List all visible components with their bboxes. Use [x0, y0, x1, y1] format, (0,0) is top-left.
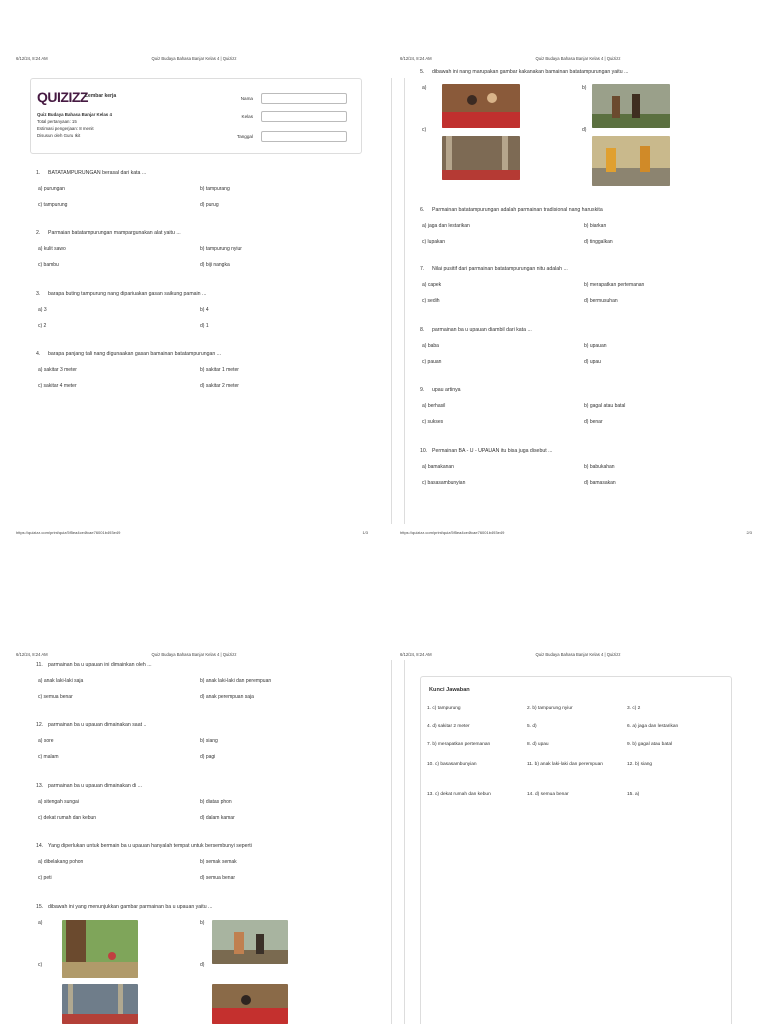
option-c[interactable]: c) peti	[38, 875, 52, 881]
answer-key-title: Kunci Jawaban	[429, 687, 470, 693]
option-d[interactable]: d) 1	[200, 323, 209, 329]
name-label: Nama	[240, 96, 253, 101]
question-prompt: parmainan ba u upauan dimainakan saat ..	[48, 722, 147, 728]
option-c[interactable]: c)	[38, 962, 43, 968]
question-text	[36, 843, 252, 849]
question-prompt: dibawah ini nang marupakan gambar kakanakan bamainan batatampurungan yaitu ...	[432, 69, 629, 75]
page1-footer	[16, 530, 368, 535]
date-label: Tanggal	[236, 134, 253, 139]
page-divider-right-2	[404, 660, 405, 1024]
option-d[interactable]: d) anak perempuan saja	[200, 694, 254, 700]
question-number: 8.	[420, 327, 425, 333]
header-title: Quiz Budaya Bahasa Banjar Kelas 4 | Quizizz	[535, 56, 621, 61]
page-divider-left-2	[391, 660, 392, 1024]
header-title: Quiz Budaya Bahasa Banjar Kelas 4 | Quizizz	[535, 652, 621, 657]
question-text	[36, 783, 142, 789]
question-number: 14.	[36, 843, 44, 849]
option-c[interactable]: c) basasambunyian	[422, 480, 466, 486]
question-number: 11.	[36, 662, 43, 668]
date-field	[237, 131, 347, 142]
page-number-2: 2/3	[746, 530, 752, 535]
answer-key-item: 6. a) jaga dan lestarikan	[627, 724, 679, 729]
option-c[interactable]: c) sukses	[422, 419, 444, 425]
worksheet-info-card	[30, 78, 362, 154]
option-a[interactable]: a) jaga dan lestarikan	[422, 223, 470, 229]
footer-url: https://quizizz.com/print/quiz/5f5ea4ce4fcae76001b493e49	[16, 530, 121, 535]
option-a[interactable]: a) anak laki-laki saja	[38, 678, 84, 684]
option-b[interactable]: b) siang	[200, 738, 218, 744]
option-c[interactable]: c) lupakan	[422, 239, 446, 245]
page3-header	[16, 652, 372, 657]
question-prompt: Nilai pusitif dari parmainan batatampurungan nitu adalah ...	[432, 266, 568, 272]
question-prompt: Permainan BA - U - UPAUAN itu bisa juga disebut ...	[432, 448, 553, 454]
option-c[interactable]: c) dekat rumah dan kebun	[38, 815, 97, 821]
answer-key-item: 13. c) dekat rumah dan kebun	[427, 792, 491, 797]
footer-url: https://quizizz.com/print/quiz/5f5ea4ce4fcae76001b493e49	[400, 530, 505, 535]
option-d[interactable]: d) semua benar	[200, 875, 236, 881]
class-input[interactable]	[261, 111, 347, 122]
header-title: Quiz Budaya Bahasa Banjar Kelas 4 | Quizizz	[151, 56, 237, 61]
option-b[interactable]: b) biarkan	[584, 223, 607, 229]
quiz-title: Quiz Budaya Bahasa Banjar Kelas 4	[37, 112, 112, 117]
option-a[interactable]: a) sitengah sungai	[38, 799, 79, 805]
question-number: 4.	[36, 351, 41, 357]
header-title: Quiz Budaya Bahasa Banjar Kelas 4 | Quizizz	[151, 652, 237, 657]
header-datetime: 6/12/24, 8:24 AM	[400, 56, 432, 61]
quiz-estimate: Estimasi pengerjaan: 8 menit	[37, 126, 94, 131]
question-text	[36, 351, 221, 357]
option-b[interactable]: b) tampurung nyiur	[200, 246, 242, 252]
option-d[interactable]: d) benar	[584, 419, 603, 425]
option-b[interactable]: b)	[200, 920, 205, 926]
question-text	[36, 662, 152, 668]
option-a[interactable]: a) berhasil	[422, 403, 446, 409]
option-a[interactable]: a) bamakanan	[422, 464, 454, 470]
question-text	[36, 170, 146, 176]
quizizz-logo: QUIZIZZ	[37, 89, 88, 105]
answer-key-item: 8. d) upau	[527, 742, 549, 747]
question-number: 5.	[420, 69, 425, 75]
question-text	[36, 291, 206, 297]
question-number: 7.	[420, 266, 425, 272]
option-b[interactable]: b) 4	[200, 307, 209, 313]
option-c[interactable]: c) tampurung	[38, 202, 68, 208]
option-b[interactable]: b) upauan	[584, 343, 607, 349]
q15-photo-d	[212, 984, 288, 1024]
answer-key-item: 12. b) siang	[627, 762, 653, 767]
name-input[interactable]	[261, 93, 347, 104]
question-text	[36, 230, 181, 236]
option-a[interactable]: a) purungan	[38, 186, 65, 192]
question-text	[420, 69, 628, 75]
option-b[interactable]: b)	[582, 85, 587, 91]
question-prompt: Parmaian batatampurungan mampargunakan alat yaitu ...	[48, 230, 181, 236]
question-text	[420, 207, 603, 213]
q5-photo-b	[592, 84, 670, 128]
answer-key-item: 4. d) sakitar 2 meter	[427, 724, 470, 729]
question-number: 2.	[36, 230, 41, 236]
class-label: Kelas	[241, 114, 253, 119]
header-datetime: 6/12/24, 8:24 AM	[400, 652, 432, 657]
question-text	[420, 266, 568, 272]
date-input[interactable]	[261, 131, 347, 142]
option-b[interactable]: b) diatas phon	[200, 799, 232, 805]
option-b[interactable]: b) gagal atau batal	[584, 403, 626, 409]
answer-key-card	[420, 676, 732, 1024]
option-a[interactable]: a) sore	[38, 738, 54, 744]
question-number: 13.	[36, 783, 44, 789]
page2-header	[400, 56, 756, 61]
logo-subtitle: Lembar kerja	[85, 93, 117, 99]
option-b[interactable]: b) babukahan	[584, 464, 615, 470]
option-a[interactable]: a) dibelakang pohon	[38, 859, 84, 865]
quiz-meta	[37, 111, 112, 139]
option-a[interactable]: a) capek	[422, 282, 442, 288]
header-datetime: 6/12/24, 8:24 AM	[16, 652, 48, 657]
question-prompt: BATATAMPURUNGAN berasal dari kata ...	[48, 170, 147, 176]
answer-key-item: 9. b) gagal atau batal	[627, 742, 673, 747]
question-text	[36, 904, 212, 910]
question-number: 15.	[36, 904, 44, 910]
option-c[interactable]: c) sedih	[422, 298, 440, 304]
option-c[interactable]: c)	[422, 127, 427, 133]
page4-header	[400, 652, 756, 657]
quiz-total: Total pertanyaan: 15	[37, 119, 77, 124]
page-divider-left	[391, 78, 392, 524]
option-b[interactable]: b) tampurang	[200, 186, 230, 192]
question-prompt: barapa panjang tali nang digunaakan gasan bamainan batatampurungan ...	[48, 351, 222, 357]
answer-key-item: 3. c) 2	[627, 706, 641, 711]
option-a[interactable]: a)	[422, 85, 427, 91]
question-number: 9.	[420, 387, 425, 393]
option-a[interactable]: a) baba	[422, 343, 439, 349]
question-text	[420, 387, 461, 393]
answer-key-item: 5. d)	[527, 724, 537, 729]
answer-key-item: 2. b) tampurung nyiur	[527, 706, 573, 711]
answer-key-item: 11. b) anak laki-laki dan perempuan	[527, 762, 603, 767]
question-number: 1.	[36, 170, 41, 176]
option-a[interactable]: a)	[38, 920, 43, 926]
name-field	[241, 93, 347, 104]
page-divider-right	[404, 78, 405, 524]
answer-key-item: 14. d) semua benar	[527, 792, 569, 797]
question-prompt: parmainan ba u upauan diambil dari kata ...	[432, 327, 532, 333]
option-d[interactable]: d) biji nangka	[200, 262, 230, 268]
option-c[interactable]: c) pauan	[422, 359, 442, 365]
q15-photo-c	[62, 984, 138, 1024]
option-d[interactable]: d) upau	[584, 359, 601, 365]
option-b[interactable]: b) sakitar 1 meter	[200, 367, 239, 373]
question-prompt: parmainan ba u upauan ini dimainkan oleh ...	[48, 662, 152, 668]
option-a[interactable]: a) 3	[38, 307, 47, 313]
option-a[interactable]: a) kulit sawo	[38, 246, 66, 252]
option-b[interactable]: b) anak laki-laki dan perempuan	[200, 678, 272, 684]
question-number: 10.	[420, 448, 428, 454]
header-datetime: 6/12/24, 8:24 AM	[16, 56, 48, 61]
option-c[interactable]: c) sakitar 4 meter	[38, 383, 77, 389]
question-number: 12.	[36, 722, 44, 728]
option-d[interactable]: d) sakitar 2 meter	[200, 383, 239, 389]
page2-footer	[400, 530, 752, 535]
answer-key-item: 7. b) merapatkan pertemanan	[427, 742, 491, 747]
option-c[interactable]: c) 2	[38, 323, 47, 329]
question-prompt: barapa buting tampurung nang dipariuakan gasan saikung pamain ...	[48, 291, 207, 297]
option-d[interactable]: d) pagi	[200, 754, 216, 760]
question-number: 6.	[420, 207, 425, 213]
answer-key-item: 10. c) basasambunyian	[427, 762, 477, 767]
q15-photo-a	[62, 920, 138, 978]
option-d[interactable]: d)	[582, 127, 587, 133]
question-prompt: upau artinya	[432, 387, 461, 393]
q5-photo-a	[442, 84, 520, 128]
option-b[interactable]: b) merapatkan pertemanan	[584, 282, 645, 288]
question-text	[420, 448, 552, 454]
page-number-1: 1/3	[362, 530, 368, 535]
option-a[interactable]: a) sakitar 3 meter	[38, 367, 77, 373]
option-b[interactable]: b) semak semak	[200, 859, 237, 865]
q15-photo-b	[212, 920, 288, 964]
question-number: 3.	[36, 291, 41, 297]
quiz-author: Disusun oleh Guru Ikit	[37, 133, 81, 138]
answer-key-item: 1. c) tampurung	[427, 706, 461, 711]
option-d[interactable]: d) purug	[200, 202, 219, 208]
question-prompt: dibawah ini yang menunjukkan gambar parmainan ba u upauan yaitu ...	[48, 904, 213, 910]
answer-key-item: 15. a)	[627, 792, 640, 797]
option-c[interactable]: c) semua benar	[38, 694, 73, 700]
option-d[interactable]: d) bermusuhan	[584, 298, 618, 304]
q5-photo-c	[442, 136, 520, 180]
question-prompt: parmainan ba u upauan dimainakan di ...	[48, 783, 143, 789]
option-d[interactable]: d) bamasakan	[584, 480, 616, 486]
question-text	[420, 327, 532, 333]
option-d[interactable]: d)	[200, 962, 205, 968]
question-text	[36, 722, 146, 728]
option-d[interactable]: d) dalam kamar	[200, 815, 235, 821]
page1-header	[16, 56, 372, 61]
option-c[interactable]: c) bambu	[38, 262, 59, 268]
option-c[interactable]: c) malam	[38, 754, 59, 760]
question-prompt: Yang diperlukan untuk bermain ba u upauan hanyalah tempat untuk bersembunyi seperti	[48, 843, 252, 849]
option-d[interactable]: d) tinggalkan	[584, 239, 613, 245]
q5-photo-d	[592, 136, 670, 186]
class-field	[242, 111, 348, 122]
question-prompt: Parmainan batatampurungan adalah parmainan tradisional nang haruskita	[432, 207, 603, 213]
